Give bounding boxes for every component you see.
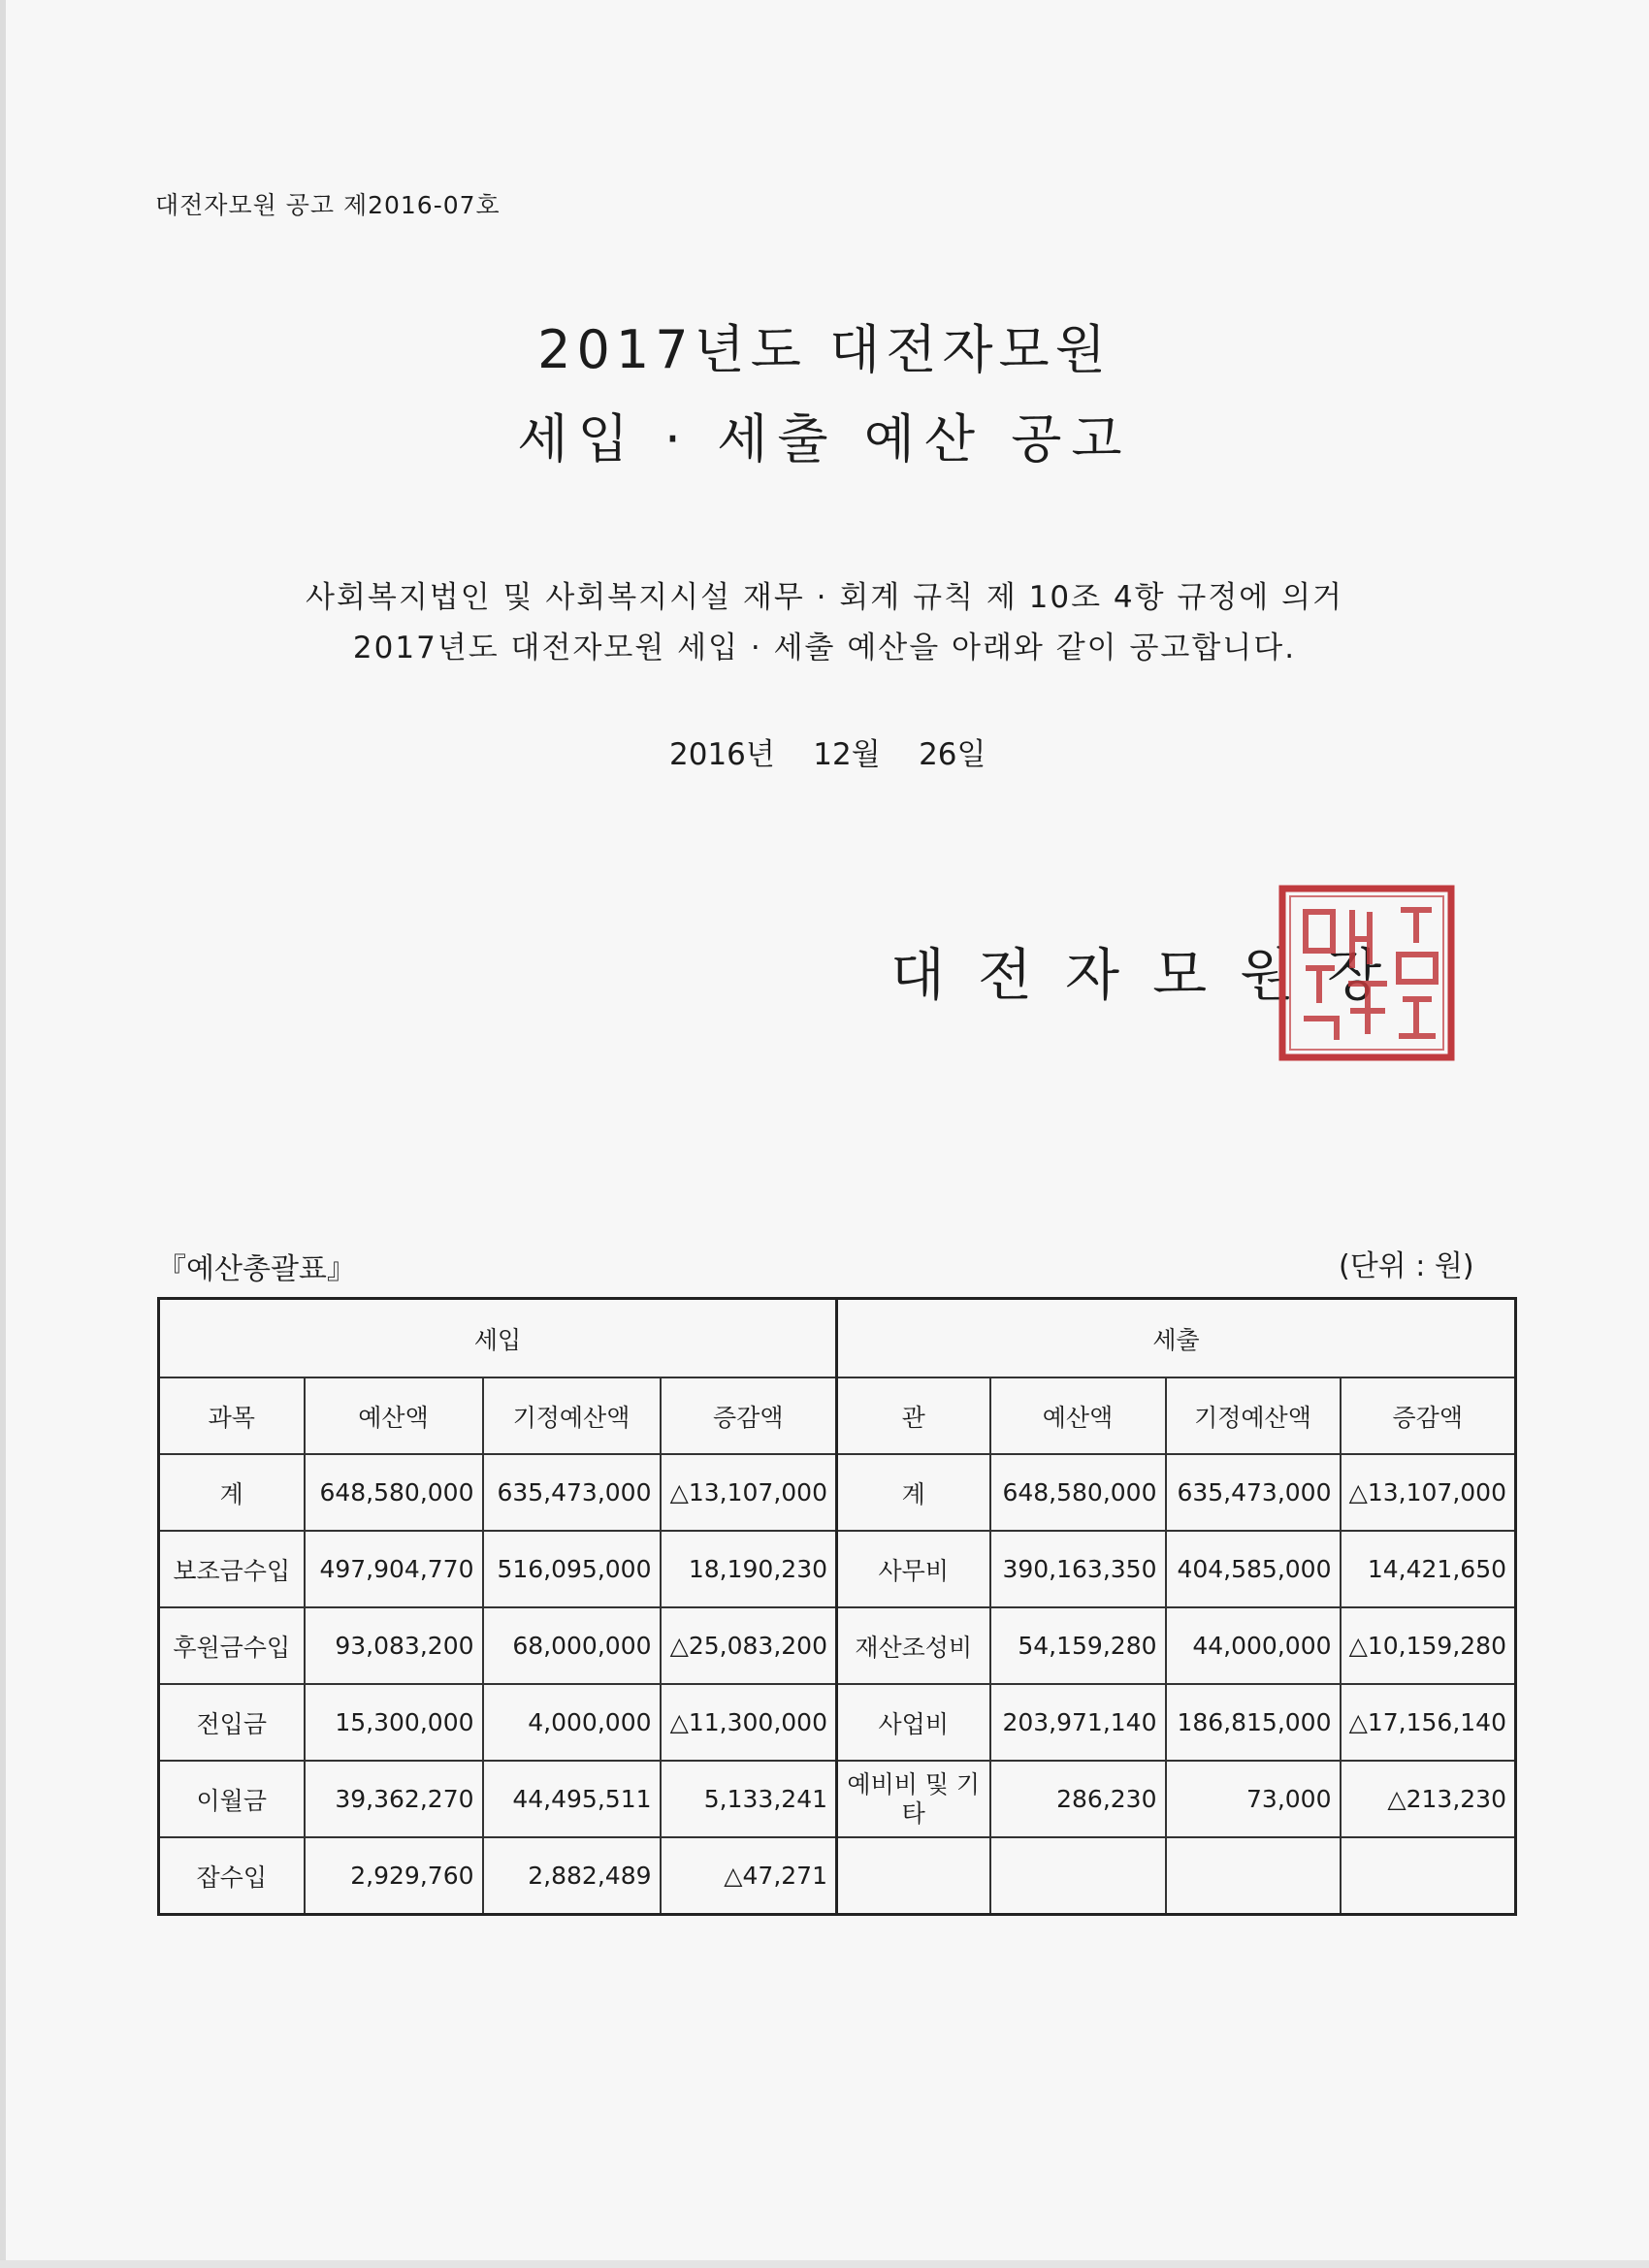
- column-header: 증감액: [661, 1377, 837, 1454]
- revenue-prior-budget: 68,000,000: [483, 1607, 661, 1684]
- expenditure-budget: 203,971,140: [990, 1684, 1166, 1761]
- column-header: 예산액: [990, 1377, 1166, 1454]
- column-header: 증감액: [1341, 1377, 1516, 1454]
- expenditure-budget: [990, 1837, 1166, 1915]
- expenditure-item: 재산조성비: [837, 1607, 990, 1684]
- expenditure-item: 예비비 및 기타: [837, 1761, 990, 1837]
- group-header-row: [159, 1299, 1516, 1378]
- expenditure-change: 14,421,650: [1341, 1531, 1516, 1607]
- revenue-change: 18,190,230: [661, 1531, 837, 1607]
- revenue-budget: 2,929,760: [305, 1837, 483, 1915]
- table-row: [159, 1454, 1516, 1531]
- column-header-row: [159, 1377, 1516, 1454]
- revenue-item: 전입금: [159, 1684, 305, 1761]
- revenue-prior-budget: 2,882,489: [483, 1837, 661, 1915]
- revenue-change: △47,271: [661, 1837, 837, 1915]
- issuer-name: 대전자모원장: [890, 942, 1415, 1008]
- budget-summary-table: [157, 1297, 1517, 1916]
- expenditure-prior-budget: 186,815,000: [1166, 1684, 1341, 1761]
- revenue-item: 잡수입: [159, 1837, 305, 1915]
- revenue-prior-budget: 44,495,511: [483, 1761, 661, 1837]
- unit-label: (단위 : 원): [1339, 1249, 1474, 1283]
- official-seal: [1277, 883, 1457, 1063]
- expenditure-budget: 286,230: [990, 1761, 1166, 1837]
- expenditure-prior-budget: [1166, 1837, 1341, 1915]
- expenditure-budget: 390,163,350: [990, 1531, 1166, 1607]
- expenditure-item: 사업비: [837, 1684, 990, 1761]
- summary-table-title: 『예산총괄표』: [157, 1252, 356, 1286]
- revenue-item: 보조금수입: [159, 1531, 305, 1607]
- expenditure-prior-budget: 404,585,000: [1166, 1531, 1341, 1607]
- expenditure-change: △17,156,140: [1341, 1684, 1516, 1761]
- revenue-budget: 648,580,000: [305, 1454, 483, 1531]
- table-row: [159, 1684, 1516, 1761]
- revenue-change: 5,133,241: [661, 1761, 837, 1837]
- revenue-budget: 39,362,270: [305, 1761, 483, 1837]
- expenditure-change: △213,230: [1341, 1761, 1516, 1837]
- revenue-prior-budget: 635,473,000: [483, 1454, 661, 1531]
- revenue-budget: 15,300,000: [305, 1684, 483, 1761]
- column-header: 기정예산액: [483, 1377, 661, 1454]
- table-row: [159, 1761, 1516, 1837]
- expenditure-budget: 648,580,000: [990, 1454, 1166, 1531]
- revenue-header: 세입: [159, 1299, 837, 1378]
- revenue-change: △11,300,000: [661, 1684, 837, 1761]
- revenue-item: 후원금수입: [159, 1607, 305, 1684]
- column-header: 과목: [159, 1377, 305, 1454]
- expenditure-item: [837, 1837, 990, 1915]
- expenditure-change: [1341, 1837, 1516, 1915]
- revenue-change: △25,083,200: [661, 1607, 837, 1684]
- notice-date: 2016년 12월 26일: [669, 737, 986, 772]
- revenue-budget: 497,904,770: [305, 1531, 483, 1607]
- revenue-item: 계: [159, 1454, 305, 1531]
- expenditure-item: 사무비: [837, 1531, 990, 1607]
- body-text-line-1: 사회복지법인 및 사회복지시설 재무 · 회계 규칙 제 10조 4항 규정에 의거: [306, 580, 1343, 615]
- revenue-budget: 93,083,200: [305, 1607, 483, 1684]
- document-title-line-1: 2017년도 대전자모원: [537, 319, 1112, 380]
- expenditure-header: 세출: [837, 1299, 1516, 1378]
- expenditure-prior-budget: 73,000: [1166, 1761, 1341, 1837]
- table-row: [159, 1531, 1516, 1607]
- expenditure-item: 계: [837, 1454, 990, 1531]
- column-header: 예산액: [305, 1377, 483, 1454]
- document-title-line-2: 세입 · 세출 예산 공고: [517, 408, 1132, 470]
- expenditure-prior-budget: 44,000,000: [1166, 1607, 1341, 1684]
- revenue-item: 이월금: [159, 1761, 305, 1837]
- expenditure-budget: 54,159,280: [990, 1607, 1166, 1684]
- revenue-prior-budget: 4,000,000: [483, 1684, 661, 1761]
- revenue-prior-budget: 516,095,000: [483, 1531, 661, 1607]
- expenditure-change: △13,107,000: [1341, 1454, 1516, 1531]
- table-row: [159, 1837, 1516, 1915]
- column-header: 기정예산액: [1166, 1377, 1341, 1454]
- page-edge: [0, 2260, 1649, 2268]
- table-row: [159, 1607, 1516, 1684]
- expenditure-prior-budget: 635,473,000: [1166, 1454, 1341, 1531]
- body-text-line-2: 2017년도 대전자모원 세입 · 세출 예산을 아래와 같이 공고합니다.: [352, 631, 1297, 665]
- column-header: 관: [837, 1377, 990, 1454]
- revenue-change: △13,107,000: [661, 1454, 837, 1531]
- notice-number: 대전자모원 공고 제2016-07호: [155, 191, 501, 219]
- expenditure-change: △10,159,280: [1341, 1607, 1516, 1684]
